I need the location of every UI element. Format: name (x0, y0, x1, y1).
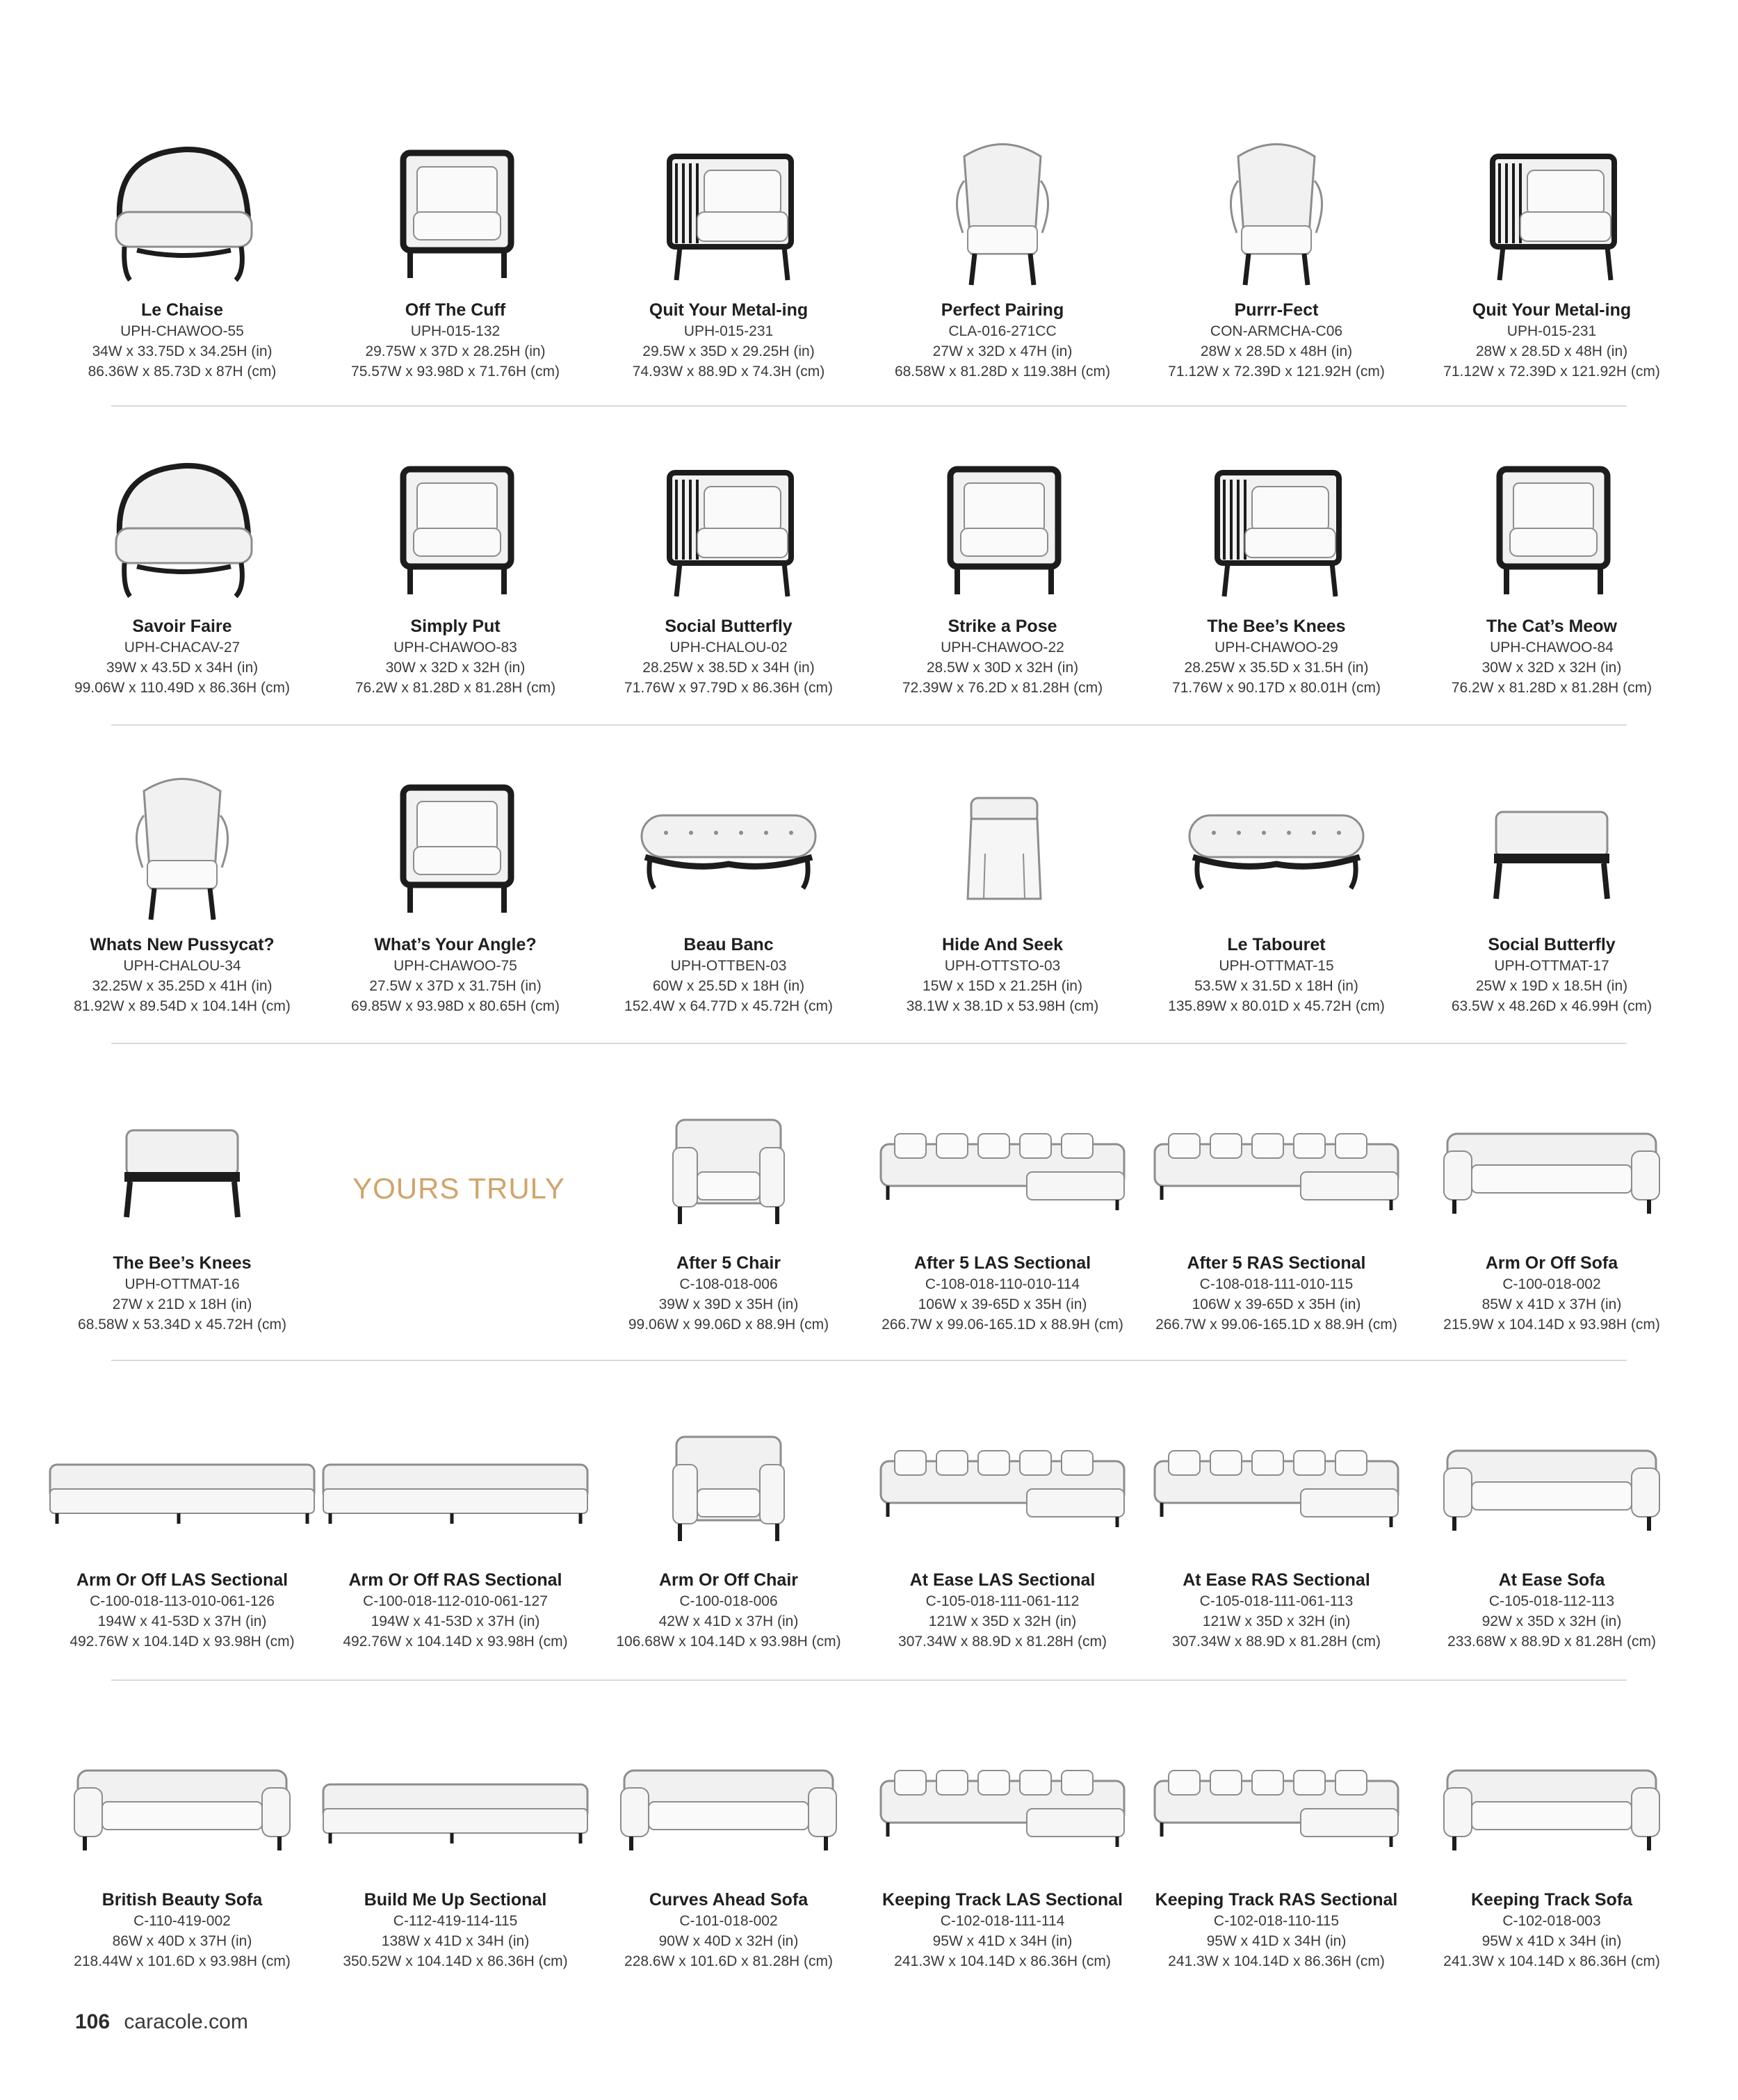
product-image[interactable] (1416, 431, 1687, 612)
product-card[interactable] (1416, 1385, 1687, 1677)
product-dimensions-in: 28W x 28.5D x 48H (in) (1200, 343, 1353, 359)
product-dimensions-cm: 307.34W x 88.9D x 81.28H (cm) (898, 1634, 1107, 1650)
product-name: At Ease Sofa (1498, 1570, 1605, 1590)
product-image[interactable] (593, 1385, 864, 1565)
product-name: What’s Your Angle? (374, 935, 537, 954)
product-dimensions-cm: 241.3W x 104.14D x 86.36H (cm) (1443, 1953, 1660, 1969)
product-name: Quit Your Metal-ing (1472, 300, 1632, 320)
product-row (0, 431, 1738, 723)
product-image[interactable] (1141, 1385, 1412, 1565)
product-card[interactable] (320, 749, 591, 1041)
product-dimensions-in: 42W x 41D x 37H (in) (658, 1613, 799, 1629)
product-image[interactable] (320, 115, 591, 295)
product-image[interactable] (867, 1068, 1138, 1248)
product-dimensions-cm: 76.2W x 81.28D x 81.28H (cm) (1451, 680, 1652, 696)
product-dimensions-cm: 76.2W x 81.28D x 81.28H (cm) (355, 680, 556, 696)
product-dimensions-cm: 72.39W x 76.2D x 81.28H (cm) (902, 680, 1103, 696)
product-name: The Bee’s Knees (113, 1253, 252, 1273)
product-dimensions-cm: 74.93W x 88.9D x 74.3H (cm) (632, 364, 825, 380)
product-name: Savoir Faire (132, 617, 232, 636)
product-dimensions-in: 39W x 43.5D x 34H (in) (106, 660, 259, 676)
product-dimensions-in: 194W x 41-53D x 37H (in) (97, 1613, 267, 1629)
product-image[interactable] (1416, 749, 1687, 930)
collection-label: YOURS TRULY (352, 1172, 565, 1205)
product-name: Arm Or Off Chair (658, 1570, 799, 1590)
product-sku: C-100-018-006 (679, 1593, 778, 1609)
row-divider (111, 1043, 1627, 1044)
product-card[interactable] (1416, 431, 1687, 723)
product-sku: C-105-018-111-061-112 (925, 1593, 1080, 1609)
product-image[interactable] (867, 1704, 1138, 1885)
product-name: Arm Or Off LAS Sectional (76, 1570, 289, 1590)
product-dimensions-in: 86W x 40D x 37H (in) (112, 1933, 252, 1949)
product-card[interactable] (1141, 1385, 1412, 1677)
product-name: At Ease LAS Sectional (909, 1570, 1096, 1590)
product-dimensions-cm: 71.12W x 72.39D x 121.92H (cm) (1443, 364, 1660, 380)
product-card[interactable] (1416, 1068, 1687, 1360)
product-dimensions-cm: 215.9W x 104.14D x 93.98H (cm) (1443, 1317, 1660, 1333)
product-dimensions-in: 15W x 15D x 21.25H (in) (923, 978, 1082, 994)
product-image[interactable] (1416, 1704, 1687, 1885)
product-image[interactable] (47, 115, 318, 295)
product-sku: UPH-015-231 (1506, 323, 1597, 339)
product-dimensions-in: 34W x 33.75D x 34.25H (in) (92, 343, 273, 359)
product-image[interactable] (1141, 1704, 1412, 1885)
product-name: The Bee’s Knees (1207, 617, 1346, 636)
product-dimensions-cm: 266.7W x 99.06-165.1D x 88.9H (cm) (882, 1317, 1123, 1333)
product-dimensions-cm: 307.34W x 88.9D x 81.28H (cm) (1172, 1634, 1381, 1650)
product-sku: UPH-OTTBEN-03 (670, 958, 787, 974)
product-sku: UPH-CHAWOO-55 (120, 323, 244, 339)
product-dimensions-in: 85W x 41D x 37H (in) (1481, 1296, 1622, 1312)
row-divider (111, 1679, 1627, 1681)
product-dimensions-cm: 68.58W x 53.34D x 45.72H (cm) (78, 1317, 286, 1333)
product-dimensions-in: 138W x 41D x 34H (in) (381, 1933, 530, 1949)
product-name: Whats New Pussycat? (90, 935, 275, 954)
product-dimensions-in: 90W x 40D x 32H (in) (658, 1933, 799, 1949)
product-dimensions-cm: 233.68W x 88.9D x 81.28H (cm) (1447, 1634, 1656, 1650)
product-image[interactable] (867, 1385, 1138, 1565)
product-dimensions-cm: 135.89W x 80.01D x 45.72H (cm) (1168, 998, 1385, 1014)
product-sku: UPH-OTTMAT-17 (1494, 958, 1609, 974)
product-card[interactable] (1141, 431, 1412, 723)
product-dimensions-in: 106W x 39-65D x 35H (in) (918, 1296, 1087, 1312)
product-name: Le Chaise (140, 300, 224, 320)
product-sku: UPH-CHALOU-02 (669, 640, 788, 656)
product-name: After 5 Chair (676, 1253, 781, 1273)
product-dimensions-cm: 241.3W x 104.14D x 86.36H (cm) (1168, 1953, 1385, 1969)
product-info (1388, 1889, 1715, 1971)
product-name: Keeping Track Sofa (1470, 1890, 1633, 1910)
product-card[interactable] (47, 431, 318, 723)
product-dimensions-in: 28.5W x 30D x 32H (in) (926, 660, 1079, 676)
product-image[interactable] (47, 1704, 318, 1885)
product-image[interactable] (1141, 431, 1412, 612)
product-card[interactable] (47, 1704, 318, 1996)
product-name: Keeping Track RAS Sectional (1155, 1890, 1398, 1910)
product-row (0, 749, 1738, 1041)
product-sku: UPH-CHAWOO-22 (941, 640, 1064, 656)
product-name: The Cat’s Meow (1486, 617, 1617, 636)
product-image[interactable] (867, 749, 1138, 930)
product-card[interactable] (593, 749, 864, 1041)
product-card[interactable] (867, 749, 1138, 1041)
page-number: 106 (75, 2010, 111, 2033)
product-card[interactable] (593, 1704, 864, 1996)
product-name: Off The Cuff (405, 300, 506, 320)
product-image[interactable] (593, 431, 864, 612)
product-sku: UPH-CHAWOO-84 (1490, 640, 1614, 656)
product-image[interactable] (47, 1068, 318, 1248)
product-sku: CLA-016-271CC (948, 323, 1057, 339)
product-row (0, 1704, 1738, 1996)
product-card[interactable] (320, 1704, 591, 1996)
row-divider (111, 405, 1627, 407)
product-image[interactable] (320, 749, 591, 930)
product-name: Hide And Seek (941, 935, 1064, 954)
product-image[interactable] (593, 1704, 864, 1885)
product-name: Curves Ahead Sofa (649, 1890, 809, 1910)
product-dimensions-cm: 241.3W x 104.14D x 86.36H (cm) (894, 1953, 1111, 1969)
product-sku: C-105-018-111-061-113 (1199, 1593, 1354, 1609)
product-dimensions-in: 25W x 19D x 18.5H (in) (1475, 978, 1628, 994)
product-row (0, 115, 1738, 407)
product-sku: C-112-419-114-115 (393, 1913, 518, 1929)
product-card[interactable] (593, 1068, 864, 1360)
product-image[interactable] (1141, 1068, 1412, 1248)
product-card[interactable] (47, 749, 318, 1041)
product-name: Build Me Up Sectional (364, 1890, 547, 1910)
product-name: Simply Put (410, 617, 501, 636)
product-dimensions-in: 95W x 41D x 34H (in) (932, 1933, 1073, 1949)
product-card[interactable] (867, 115, 1138, 407)
product-dimensions-cm: 99.06W x 99.06D x 88.9H (cm) (628, 1317, 829, 1333)
product-dimensions-in: 60W x 25.5D x 18H (in) (652, 978, 805, 994)
product-sku: UPH-CHAWOO-75 (393, 958, 517, 974)
product-dimensions-in: 30W x 32D x 32H (in) (1481, 660, 1622, 676)
product-sku: UPH-CHALOU-34 (123, 958, 241, 974)
product-sku: C-102-018-111-114 (940, 1913, 1065, 1929)
product-image[interactable] (867, 115, 1138, 295)
product-sku: UPH-015-132 (410, 323, 501, 339)
product-image[interactable] (593, 1068, 864, 1248)
product-dimensions-in: 92W x 35D x 32H (in) (1481, 1613, 1622, 1629)
product-image[interactable] (1416, 1385, 1687, 1565)
product-info (1388, 1253, 1715, 1335)
product-card[interactable] (867, 431, 1138, 723)
product-image[interactable] (320, 431, 591, 612)
product-card[interactable] (867, 1385, 1138, 1677)
product-sku: UPH-CHAWOO-29 (1215, 640, 1338, 656)
product-name: After 5 LAS Sectional (913, 1253, 1091, 1273)
product-card[interactable] (1416, 749, 1687, 1041)
product-image[interactable] (1141, 749, 1412, 930)
product-name: Le Tabouret (1227, 935, 1326, 954)
product-dimensions-cm: 38.1W x 38.1D x 53.98H (cm) (906, 998, 1099, 1014)
product-dimensions-in: 121W x 35D x 32H (in) (1202, 1613, 1351, 1629)
product-name: Strike a Pose (948, 617, 1057, 636)
product-dimensions-cm: 68.58W x 81.28D x 119.38H (cm) (894, 364, 1111, 380)
product-card[interactable] (593, 115, 864, 407)
product-name: Arm Or Off Sofa (1485, 1253, 1618, 1273)
product-dimensions-in: 39W x 39D x 35H (in) (658, 1296, 799, 1312)
row-divider (111, 1360, 1627, 1361)
product-dimensions-in: 29.5W x 35D x 29.25H (in) (642, 343, 815, 359)
product-dimensions-in: 27W x 32D x 47H (in) (932, 343, 1073, 359)
page-footer (75, 2010, 248, 2034)
product-dimensions-cm: 69.85W x 93.98D x 80.65H (cm) (351, 998, 560, 1014)
product-dimensions-cm: 86.36W x 85.73D x 87H (cm) (88, 364, 277, 380)
product-dimensions-cm: 71.12W x 72.39D x 121.92H (cm) (1168, 364, 1385, 380)
row-divider (111, 724, 1627, 726)
product-info (1388, 934, 1715, 1016)
product-dimensions-in: 30W x 32D x 32H (in) (385, 660, 526, 676)
product-card[interactable] (593, 431, 864, 723)
product-card[interactable] (1416, 1704, 1687, 1996)
product-card[interactable] (1141, 115, 1412, 407)
product-name: British Beauty Sofa (101, 1890, 263, 1910)
product-sku: CON-ARMCHA-C06 (1210, 323, 1343, 339)
product-card[interactable] (47, 1068, 318, 1360)
product-dimensions-cm: 99.06W x 110.49D x 86.36H (cm) (74, 680, 291, 696)
product-dimensions-cm: 71.76W x 90.17D x 80.01H (cm) (1172, 680, 1381, 696)
product-card[interactable] (320, 431, 591, 723)
product-info (1388, 616, 1715, 698)
product-dimensions-cm: 106.68W x 104.14D x 93.98H (cm) (616, 1634, 841, 1650)
product-image[interactable] (1141, 115, 1412, 295)
product-name: Quit Your Metal-ing (649, 300, 809, 320)
product-sku: C-108-018-111-010-115 (1199, 1276, 1354, 1292)
product-dimensions-in: 27.5W x 37D x 31.75H (in) (369, 978, 542, 994)
product-card[interactable] (867, 1068, 1138, 1360)
product-card[interactable] (593, 1385, 864, 1677)
product-card[interactable] (47, 115, 318, 407)
product-image[interactable] (867, 431, 1138, 612)
product-dimensions-in: 32.25W x 35.25D x 41H (in) (92, 978, 273, 994)
product-dimensions-cm: 75.57W x 93.98D x 71.76H (cm) (351, 364, 560, 380)
product-name: Beau Banc (683, 935, 774, 954)
product-sku: UPH-OTTMAT-16 (124, 1276, 240, 1292)
product-sku: C-100-018-002 (1502, 1276, 1601, 1292)
product-dimensions-cm: 152.4W x 64.77D x 45.72H (cm) (624, 998, 833, 1014)
product-sku: UPH-CHACAV-27 (124, 640, 241, 656)
product-row (0, 1068, 1738, 1360)
product-sku: UPH-OTTMAT-15 (1219, 958, 1334, 974)
product-info (1388, 300, 1715, 382)
product-sku: UPH-015-231 (683, 323, 774, 339)
product-sku: C-105-018-112-113 (1488, 1593, 1615, 1609)
product-card[interactable] (1141, 1068, 1412, 1360)
product-sku: UPH-CHAWOO-83 (393, 640, 517, 656)
product-image[interactable] (47, 1385, 318, 1565)
product-dimensions-in: 53.5W x 31.5D x 18H (in) (1194, 978, 1358, 994)
product-dimensions-cm: 492.76W x 104.14D x 93.98H (cm) (70, 1634, 295, 1650)
product-name: Social Butterfly (665, 617, 793, 636)
product-image[interactable] (320, 1385, 591, 1565)
product-dimensions-in: 95W x 41D x 34H (in) (1481, 1933, 1622, 1949)
product-dimensions-cm: 350.52W x 104.14D x 86.36H (cm) (343, 1953, 568, 1969)
product-dimensions-cm: 228.6W x 101.6D x 81.28H (cm) (624, 1953, 833, 1969)
product-image[interactable] (320, 1704, 591, 1885)
product-sku: C-101-018-002 (679, 1913, 778, 1929)
product-sku: C-110-419-002 (133, 1913, 231, 1929)
product-sku: C-108-018-110-010-114 (925, 1276, 1080, 1292)
product-dimensions-in: 29.75W x 37D x 28.25H (in) (365, 343, 546, 359)
product-name: Social Butterfly (1488, 935, 1616, 954)
product-sku: C-100-018-113-010-061-126 (90, 1593, 275, 1609)
product-image[interactable] (593, 749, 864, 930)
product-card[interactable] (320, 1385, 591, 1677)
product-sku: C-102-018-110-115 (1213, 1913, 1340, 1929)
product-dimensions-in: 106W x 39-65D x 35H (in) (1192, 1296, 1361, 1312)
product-dimensions-in: 194W x 41-53D x 37H (in) (371, 1613, 540, 1629)
product-sku: UPH-OTTSTO-03 (944, 958, 1061, 974)
product-image[interactable] (47, 431, 318, 612)
product-dimensions-in: 28.25W x 35.5D x 31.5H (in) (1184, 660, 1369, 676)
product-dimensions-cm: 81.92W x 89.54D x 104.14H (cm) (74, 998, 291, 1014)
product-dimensions-cm: 492.76W x 104.14D x 93.98H (cm) (343, 1634, 568, 1650)
product-dimensions-cm: 71.76W x 97.79D x 86.36H (cm) (624, 680, 833, 696)
product-sku: C-102-018-003 (1502, 1913, 1601, 1929)
product-dimensions-in: 27W x 21D x 18H (in) (112, 1296, 252, 1312)
product-card[interactable] (320, 115, 591, 407)
product-sku: C-100-018-112-010-061-127 (363, 1593, 548, 1609)
product-name: After 5 RAS Sectional (1187, 1253, 1366, 1273)
product-image[interactable] (1416, 115, 1687, 295)
product-info (1388, 1570, 1715, 1652)
product-name: At Ease RAS Sectional (1183, 1570, 1370, 1590)
product-dimensions-in: 28.25W x 38.5D x 34H (in) (642, 660, 815, 676)
product-card[interactable] (1416, 115, 1687, 407)
product-card[interactable] (1141, 749, 1412, 1041)
product-dimensions-in: 95W x 41D x 34H (in) (1206, 1933, 1347, 1949)
product-card[interactable] (867, 1704, 1138, 1996)
product-name: Keeping Track LAS Sectional (882, 1890, 1123, 1910)
product-name: Purrr-Fect (1234, 300, 1319, 320)
site-url: caracole.com (124, 2010, 248, 2033)
product-dimensions-in: 28W x 28.5D x 48H (in) (1475, 343, 1628, 359)
product-image[interactable] (593, 115, 864, 295)
product-card[interactable] (1141, 1704, 1412, 1996)
product-name: Perfect Pairing (941, 300, 1064, 320)
product-card[interactable] (47, 1385, 318, 1677)
product-info (19, 1253, 346, 1335)
product-dimensions-cm: 63.5W x 48.26D x 46.99H (cm) (1451, 998, 1652, 1014)
product-image[interactable] (47, 749, 318, 930)
product-row (0, 1385, 1738, 1677)
product-dimensions-in: 121W x 35D x 32H (in) (928, 1613, 1077, 1629)
product-dimensions-cm: 218.44W x 101.6D x 93.98H (cm) (74, 1953, 291, 1969)
product-dimensions-cm: 266.7W x 99.06-165.1D x 88.9H (cm) (1155, 1317, 1397, 1333)
product-sku: C-108-018-006 (679, 1276, 778, 1292)
product-name: Arm Or Off RAS Sectional (348, 1570, 562, 1590)
product-image[interactable] (1416, 1068, 1687, 1248)
